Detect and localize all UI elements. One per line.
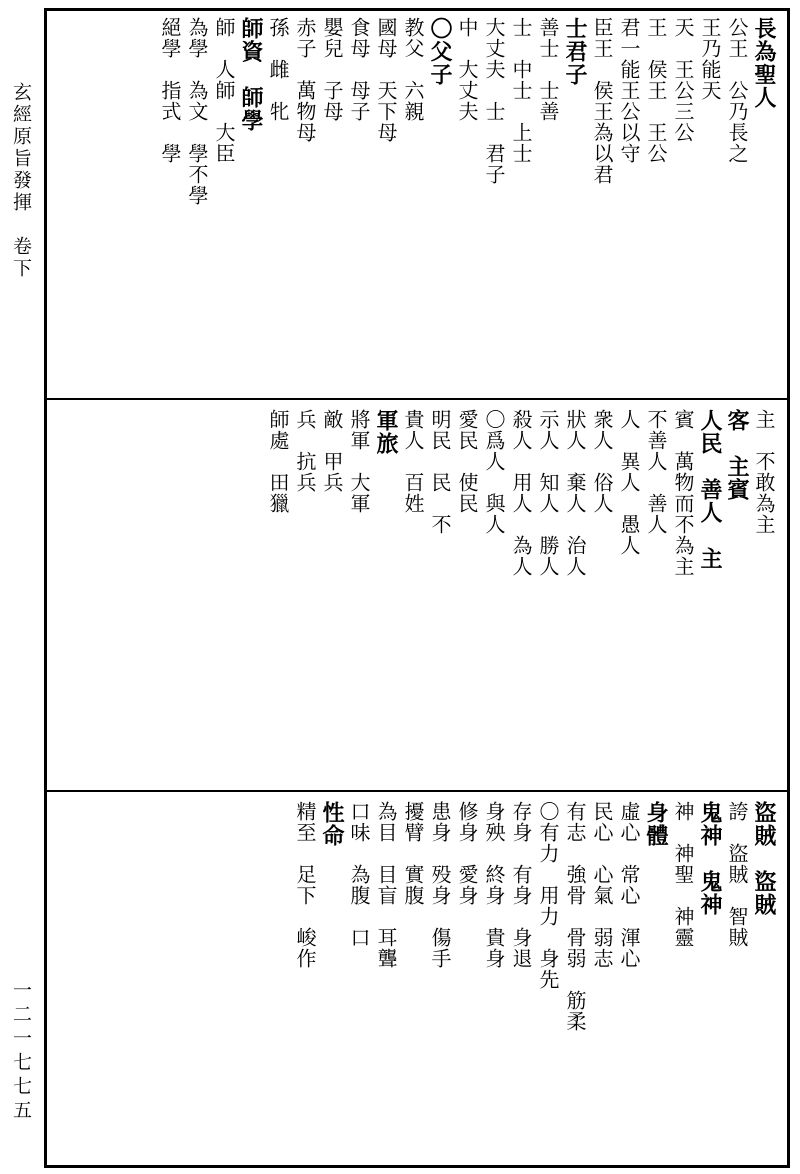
text-column: 孫 雌 牝	[266, 17, 290, 122]
text-column: 精至 足下 峻作	[293, 801, 317, 969]
text-column: 明民 民 不	[428, 409, 452, 535]
text-column: 修身 愛身	[455, 801, 479, 906]
text-column: 天 王公三公	[671, 17, 695, 143]
text-column: 存身 有身 身退	[509, 801, 533, 969]
text-column: 王乃能天	[698, 17, 722, 101]
text-column: 身殃 終身 貴身	[482, 801, 506, 969]
text-column: 民心 心氣 弱志	[590, 801, 614, 969]
text-column: 教父 六親	[401, 17, 425, 122]
text-column: 虛心 常心 渾心	[617, 801, 641, 969]
section-heading: 身體	[643, 801, 669, 847]
text-column: 士 中士 上士	[509, 17, 533, 164]
text-column: 王 侯王 王公	[644, 17, 668, 164]
text-band-bottom	[47, 795, 787, 1165]
text-band-top	[47, 11, 787, 396]
text-column: 敵 甲兵	[320, 409, 344, 493]
section-heading: 士君子	[562, 17, 588, 86]
text-column: 衆人 俗人	[590, 409, 614, 514]
text-column: 賓 萬物而不為主	[671, 409, 695, 577]
text-column: 善士 士善	[536, 17, 560, 122]
text-column: 為目 目盲 耳聾	[374, 801, 398, 969]
text-column: 示人 知人 勝人	[536, 409, 560, 577]
text-column: 愛民 使民	[455, 409, 479, 514]
text-column: 狀人 棄人 治人	[563, 409, 587, 577]
section-heading: 〇父子	[427, 17, 453, 86]
text-column: 君一能王公以守	[617, 17, 641, 164]
text-column: 中 大丈夫	[455, 17, 479, 122]
text-column: 擾臂 實腹	[401, 801, 425, 906]
section-heading: 性命	[319, 801, 345, 847]
section-heading: 鬼神 鬼神	[697, 801, 723, 916]
text-column: 兵 抗兵	[293, 409, 317, 493]
page-frame	[44, 8, 790, 1168]
section-heading: 師資 師學	[238, 17, 264, 132]
section-heading: 客 主賓	[724, 409, 750, 501]
band-divider	[47, 398, 787, 400]
text-column: 絕學 指式 學	[158, 17, 182, 164]
text-column: 患身 殁身 傷手	[428, 801, 452, 969]
text-column: 神 神聖 神靈	[671, 801, 695, 948]
section-heading: 人民 善人 主	[697, 409, 723, 570]
book-title-margin: 玄經原旨發揮 卷下	[10, 82, 32, 280]
text-column: 國母 天下母	[374, 17, 398, 143]
text-column: 長為聖人	[751, 17, 777, 109]
text-column: 食母 母子	[347, 17, 371, 122]
text-column: 公王 公乃長之	[725, 17, 749, 164]
text-column: 有志 強骨 骨弱 筋柔	[563, 801, 587, 1032]
text-column: 臣王 侯王為以君	[590, 17, 614, 185]
text-column: 殺人 用人 為人	[509, 409, 533, 577]
text-column: 口味 為腹 口	[347, 801, 371, 948]
text-column: 赤子 萬物母	[293, 17, 317, 143]
text-column: 〇爲人 與人	[482, 409, 506, 535]
text-column: 師處 田獵	[266, 409, 290, 514]
text-column: 嬰兒 子母	[320, 17, 344, 122]
text-column: 師 人師 大臣	[212, 17, 236, 164]
text-column: 誇 盜賊 智賊	[725, 801, 749, 948]
text-column: 人 異人 愚人	[617, 409, 641, 556]
section-heading: 軍旅	[373, 409, 399, 455]
band-divider	[47, 790, 787, 792]
text-column: 將軍 大軍	[347, 409, 371, 514]
text-column: 不善人 善人	[644, 409, 668, 535]
text-column: 〇有力 用力 身先	[536, 801, 560, 990]
text-column: 貴人 百姓	[401, 409, 425, 514]
text-column: 大丈夫 士 君子	[482, 17, 506, 185]
section-heading: 盜賊 盜賊	[751, 801, 777, 916]
text-column: 為學 為文 學不學	[185, 17, 209, 206]
page-number-margin: 一二一七七五	[10, 980, 32, 1124]
text-column: 主 不敢為主	[752, 409, 776, 535]
text-band-middle	[47, 403, 787, 788]
